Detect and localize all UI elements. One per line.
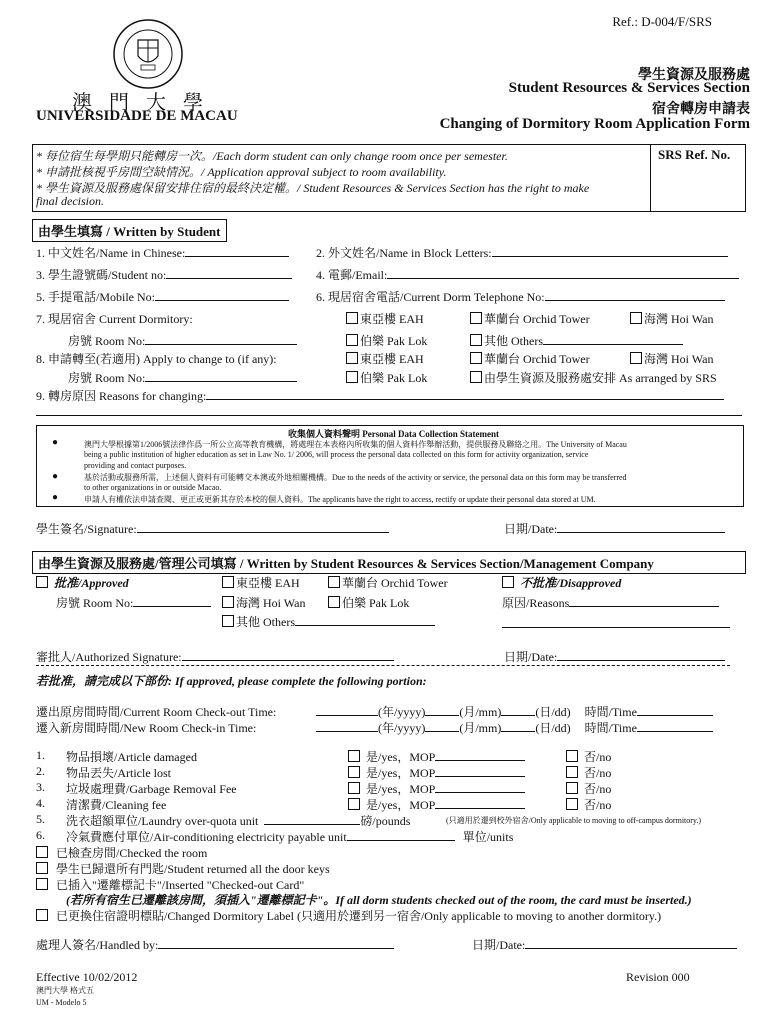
checkbox[interactable] [348,750,360,762]
checkbox[interactable] [470,371,482,383]
item-num: 3. [36,780,45,794]
authorized-date[interactable]: 日期/Date: [504,648,725,665]
item-label: 垃圾處理費/Garbage Removal Fee [66,782,237,796]
item-no[interactable]: 否/no [566,780,611,797]
checkout-time-fields[interactable]: (年/yyyy) (月/mm) (日/dd) 時間/Time [316,703,713,720]
opt-current-eah[interactable]: 東亞樓 EAH [346,310,424,327]
item-num: 2. [36,764,45,778]
reasons-line-2 [502,627,730,628]
field-student-no[interactable]: 3. 學生證號碼/Student no: [36,266,292,283]
checkbox[interactable] [630,352,642,364]
opt-current-hoiwan[interactable]: 海灣 Hoi Wan [630,310,713,327]
footer-model-zh: 澳門大學 格式五 [36,986,94,995]
student-sign-date[interactable]: 日期/Date: [504,520,725,537]
checkbox[interactable] [346,334,358,346]
checkbox[interactable] [36,576,48,588]
opt-approved[interactable]: 批准/Approved [36,574,129,591]
university-seal [112,18,184,90]
department-name-en: Student Resources & Services Section [508,80,750,96]
privacy-bullet-2: ● [52,471,59,482]
field-new-room[interactable]: 房號 Room No: [68,369,297,386]
opt-office-eah[interactable]: 東亞樓 EAH [222,574,300,591]
footer-revision: Revision 000 [626,970,690,984]
checkbox[interactable] [346,352,358,364]
checkout-time-label: 遷出原房間時間/Current Room Check-out Time: [36,705,277,719]
authorized-signature[interactable]: 審批人/Authorized Signature: [36,648,394,665]
item-no[interactable]: 否/no [566,796,611,813]
field-dorm-phone[interactable]: 6. 現居宿舍電話/Current Dorm Telephone No: [316,288,725,305]
checkbox[interactable] [630,312,642,324]
checkbox[interactable] [566,750,578,762]
privacy-bullet-3: ● [52,492,59,503]
field-name-chinese[interactable]: 1. 中文姓名/Name in Chinese: [36,244,289,261]
item-num: 1. [36,748,45,762]
opt-current-orchid[interactable]: 華蘭台 Orchid Tower [470,310,590,327]
privacy-p3: 申請人有權依法申請查閱、更正或更新其存於本校的個人資料。The applicants have the right to access, rectify or update their personal data stored at UM. [84,495,596,504]
opt-office-others[interactable]: 其他 Others [222,613,435,630]
checkbox[interactable] [348,766,360,778]
privacy-p2a: 基於活動或服務所需，上述個人資料有可能轉交本澳或外地相關機構。Due to the needs of the activity or service, the personal data on this form may be transferred [84,473,627,482]
opt-new-paklok[interactable]: 伯樂 Pak Lok [346,369,427,386]
checkbox[interactable] [222,596,234,608]
if-approved-heading: 若批准，請完成以下部份: If approved, please complete the following portion: [36,674,427,688]
laundry-field[interactable]: 洗衣超額單位/Laundry over-quota unit 磅/pounds [66,814,411,828]
opt-office-hoiwan[interactable]: 海灣 Hoi Wan [222,594,305,611]
privacy-p1b: being a public institution of higher education as set in Law No. 1/ 2006, will process the personal data collected on this form for activity organization, service [84,450,589,459]
checkbox[interactable] [36,862,48,874]
student-section-title: 由學生填寫 / Written by Student [32,219,227,242]
opt-new-eah[interactable]: 東亞樓 EAH [346,350,424,367]
item-no[interactable]: 否/no [566,748,611,765]
laundry-note: (只適用於遷到校外宿舍/Only applicable to moving to off-campus dormitory.) [446,816,702,825]
form-title-en: Changing of Dormitory Room Application Form [439,116,750,132]
privacy-p2b: to other organizations in or outside Macao. [84,483,222,492]
office-reasons[interactable]: 原因/Reasons [502,594,719,611]
check-room[interactable]: 已檢查房間/Checked the room [36,844,207,861]
checkin-time-label: 遷入新房間時間/New Room Check-in Time: [36,721,257,735]
item-num: 4. [36,796,45,810]
checkin-time-fields[interactable]: (年/yyyy) (月/mm) (日/dd) 時間/Time [316,719,713,736]
checkbox[interactable] [222,576,234,588]
field-apply-change-label: 8. 申請轉至(若適用) Apply to change to (if any): [36,352,277,366]
university-name-zh: 澳 門 大 學 [72,92,209,114]
field-reasons[interactable]: 9. 轉房原因 Reasons for changing: [36,387,724,404]
opt-new-hoiwan[interactable]: 海灣 Hoi Wan [630,350,713,367]
opt-disapproved[interactable]: 不批准/Disapproved [502,574,621,591]
checkbox[interactable] [502,576,514,588]
ref-number: Ref.: D-004/F/SRS [612,14,712,29]
item-num: 6. [36,828,45,842]
item-yes[interactable]: 是/yes，MOP [348,780,525,797]
field-current-room[interactable]: 房號 Room No: [68,332,297,349]
note-1: * 每位宿生每學期只能轉房一次。/Each dorm student can only change room once per semester. [36,149,508,163]
checkbox[interactable] [470,312,482,324]
item-yes[interactable]: 是/yes，MOP [348,796,525,813]
ac-field[interactable]: 冷氣費應付單位/Air-conditioning electricity payable unit 單位/units [66,830,514,844]
field-mobile[interactable]: 5. 手提電話/Mobile No: [36,288,289,305]
field-current-dorm-label: 7. 現居宿舍 Current Dormitory: [36,312,193,326]
reasons-line-2 [36,415,742,416]
checkbox[interactable] [222,615,234,627]
office-section-title: 由學生資源及服務處/管理公司填寫 / Written by Student Resources & Services Section/Management Company [32,551,746,574]
field-name-block[interactable]: 2. 外文姓名/Name in Block Letters: [316,244,728,261]
university-name-pt: UNIVERSIDADE DE MACAU [36,108,238,124]
opt-new-orchid[interactable]: 華蘭台 Orchid Tower [470,350,590,367]
opt-office-orchid[interactable]: 華蘭台 Orchid Tower [328,574,448,591]
note-3b: final decision. [36,194,104,208]
check-label[interactable]: 已更換住宿證明標貼/Changed Dormitory Label (只適用於遷到另一宿舍/Only applicable to moving to another dormitory.) [36,907,661,924]
checkbox[interactable] [470,352,482,364]
note-2: * 申請批核視乎房間空缺情況。/ Application approval subject to room availability. [36,165,447,179]
opt-office-paklok[interactable]: 伯樂 Pak Lok [328,594,409,611]
item-label: 物品損壞/Article damaged [66,750,197,764]
opt-current-paklok[interactable]: 伯樂 Pak Lok [346,332,427,349]
checkbox[interactable] [328,576,340,588]
item-label: 清潔費/Cleaning fee [66,798,167,812]
checkbox[interactable] [36,878,48,890]
item-yes[interactable]: 是/yes，MOP [348,748,525,765]
handled-by[interactable]: 處理人簽名/Handled by: [36,936,394,953]
checkbox[interactable] [346,312,358,324]
opt-current-others[interactable]: 其他 Others [470,332,683,349]
footer-model-pt: UM - Modelo 5 [36,998,87,1007]
field-email[interactable]: 4. 電郵/Email: [316,266,739,283]
check-card[interactable]: 已插入"遷離標記卡"/Inserted "Checked-out Card" [36,876,304,893]
privacy-p1c: providing and contact purposes. [84,461,187,470]
note-3: * 學生資源及服務處保留安排住宿的最終決定權。/ Student Resources & Services Section has the right to make [36,181,590,195]
item-num: 5. [36,812,45,826]
checkbox[interactable] [36,909,48,921]
checkbox[interactable] [566,766,578,778]
divider-dashed [36,665,730,666]
student-signature[interactable]: 學生簽名/Signature: [36,520,389,537]
checkbox[interactable] [566,798,578,810]
privacy-p1a: 澳門大學根據第1/2006號法律作爲一所公立高等教育機構，將處理在本表格內所收集的個人資料作舉辦活動，提供服務及聯絡之用。The University of Macau [84,440,627,449]
srs-ref-label: SRS Ref. No. [658,147,731,162]
checkbox[interactable] [36,846,48,858]
checkbox[interactable] [348,798,360,810]
checkbox[interactable] [566,782,578,794]
item-no[interactable]: 否/no [566,764,611,781]
checkbox[interactable] [328,596,340,608]
checkbox[interactable] [348,782,360,794]
check-card-note: (若所有宿生已遷離該房間，須插入"遷離標記卡"。If all dorm students checked out of the room, the card must be inserted.) [66,893,692,907]
checkbox[interactable] [346,371,358,383]
privacy-bullet-1: ● [52,437,59,448]
handled-date[interactable]: 日期/Date: [472,936,737,953]
checkbox[interactable] [470,334,482,346]
footer-effective: Effective 10/02/2012 [36,970,138,984]
privacy-title: 收集個人資料聲明 Personal Data Collection Statement [288,429,499,439]
item-label: 物品丟失/Article lost [66,766,171,780]
office-room-no[interactable]: 房號 Room No: [56,594,211,611]
check-keys[interactable]: 學生已歸還所有門匙/Student returned all the door keys [36,860,330,877]
opt-new-srs[interactable]: 由學生資源及服務處安排 As arranged by SRS [470,369,717,386]
department-name-zh: 學生資源及服務處 [638,68,750,83]
item-yes[interactable]: 是/yes，MOP [348,764,525,781]
form-title-zh: 宿舍轉房申請表 [652,102,750,117]
